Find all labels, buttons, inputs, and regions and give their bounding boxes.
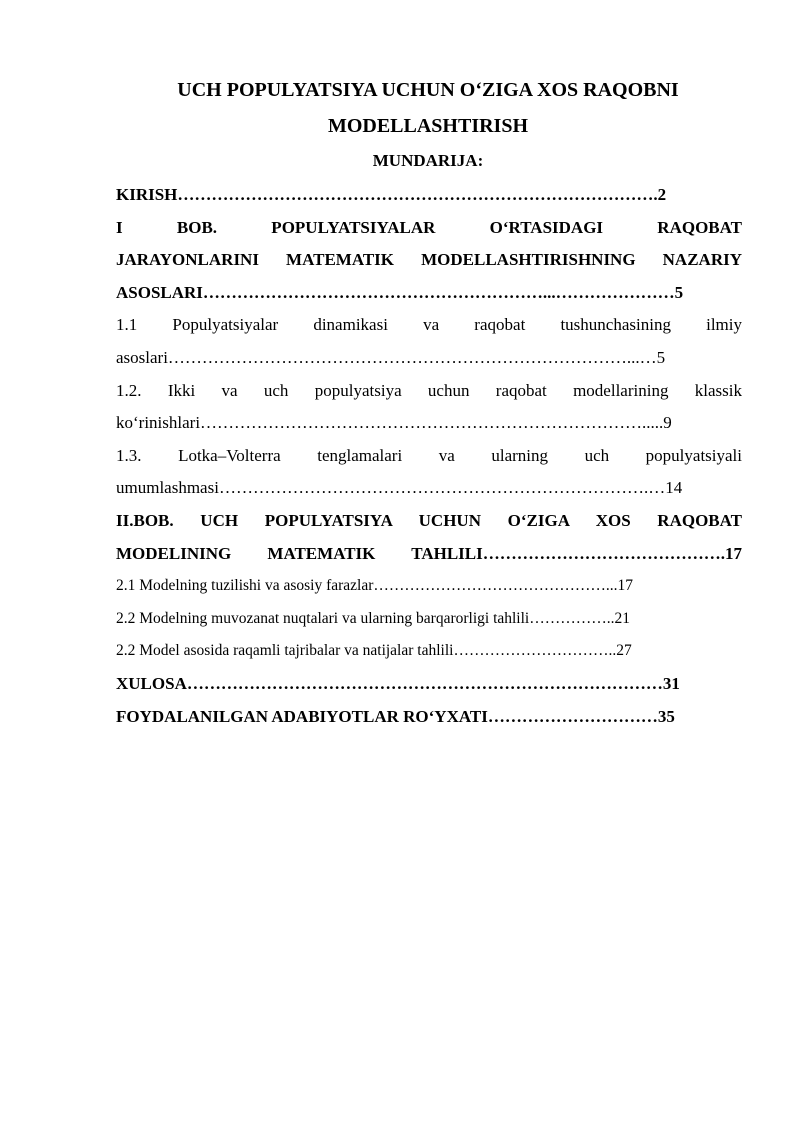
toc-entry-1-2-line-2: ko‘rinishlari…………………………………………………………………….....9	[116, 413, 672, 433]
table-of-contents	[116, 179, 742, 733]
title-line-2: MODELLASHTIRISH	[327, 115, 529, 137]
title-line-1: UCH POPULYATSIYA UCHUN O‘ZIGA XOS RAQOBNI	[177, 79, 679, 101]
toc-entry-chapter-2-line-2: MODELINING MATEMATIK TAHLILI…………………………………….17	[116, 543, 742, 563]
toc-heading: MUNDARIJA:	[372, 151, 484, 170]
toc-entry-1-1-line-1: 1.1 Populyatsiyalar dinamikasi va raqobat tushunchasining ilmiy	[116, 315, 742, 335]
toc-entry-1-3-line-2: umumlashmasi………………………………………………………………….…14	[116, 478, 683, 498]
toc-entry-chapter-1-line-2: JARAYONLARINI MATEMATIK MODELLASHTIRISHNING NAZARIY	[116, 250, 742, 270]
toc-entry-chapter-1-line-1: I BOB. POPULYATSIYALAR O‘RTASIDAGI RAQOBAT	[116, 217, 742, 237]
document-title	[100, 72, 756, 144]
toc-entry-kirish: KIRISH………………………………………………………………………….2	[116, 185, 667, 204]
toc-entry-2-2: 2.2 Modelning muvozanat nuqtalari va ularning barqarorligi tahlili……………..21	[116, 609, 630, 627]
toc-entry-1-3-line-1: 1.3. Lotka–Volterra tenglamalari va ularning uch populyatsiyali	[116, 445, 742, 465]
toc-entry-2-1: 2.1 Modelning tuzilishi va asosiy farazlar………………………………………...17	[116, 577, 634, 595]
toc-entry-xulosa: XULOSA…………………………………………………………………………31	[116, 673, 680, 693]
toc-entry-chapter-1-line-3: ASOSLARI……………………………………………………...…………………5	[116, 282, 684, 302]
toc-entry-adabiyotlar: FOYDALANILGAN ADABIYOTLAR RO‘YXATI…………………………35	[116, 706, 675, 726]
toc-entry-1-2-line-1: 1.2. Ikki va uch populyatsiya uchun raqobat modellarining klassik	[116, 380, 742, 400]
toc-entry-2-3: 2.2 Model asosida raqamli tajribalar va natijalar tahlili…………………………..27	[116, 642, 632, 660]
toc-entry-1-1-line-2: asoslari………………………………………………………………………...…5	[116, 347, 666, 367]
toc-entry-chapter-2-line-1: II.BOB. UCH POPULYATSIYA UCHUN O‘ZIGA XOS RAQOBAT	[116, 510, 742, 530]
